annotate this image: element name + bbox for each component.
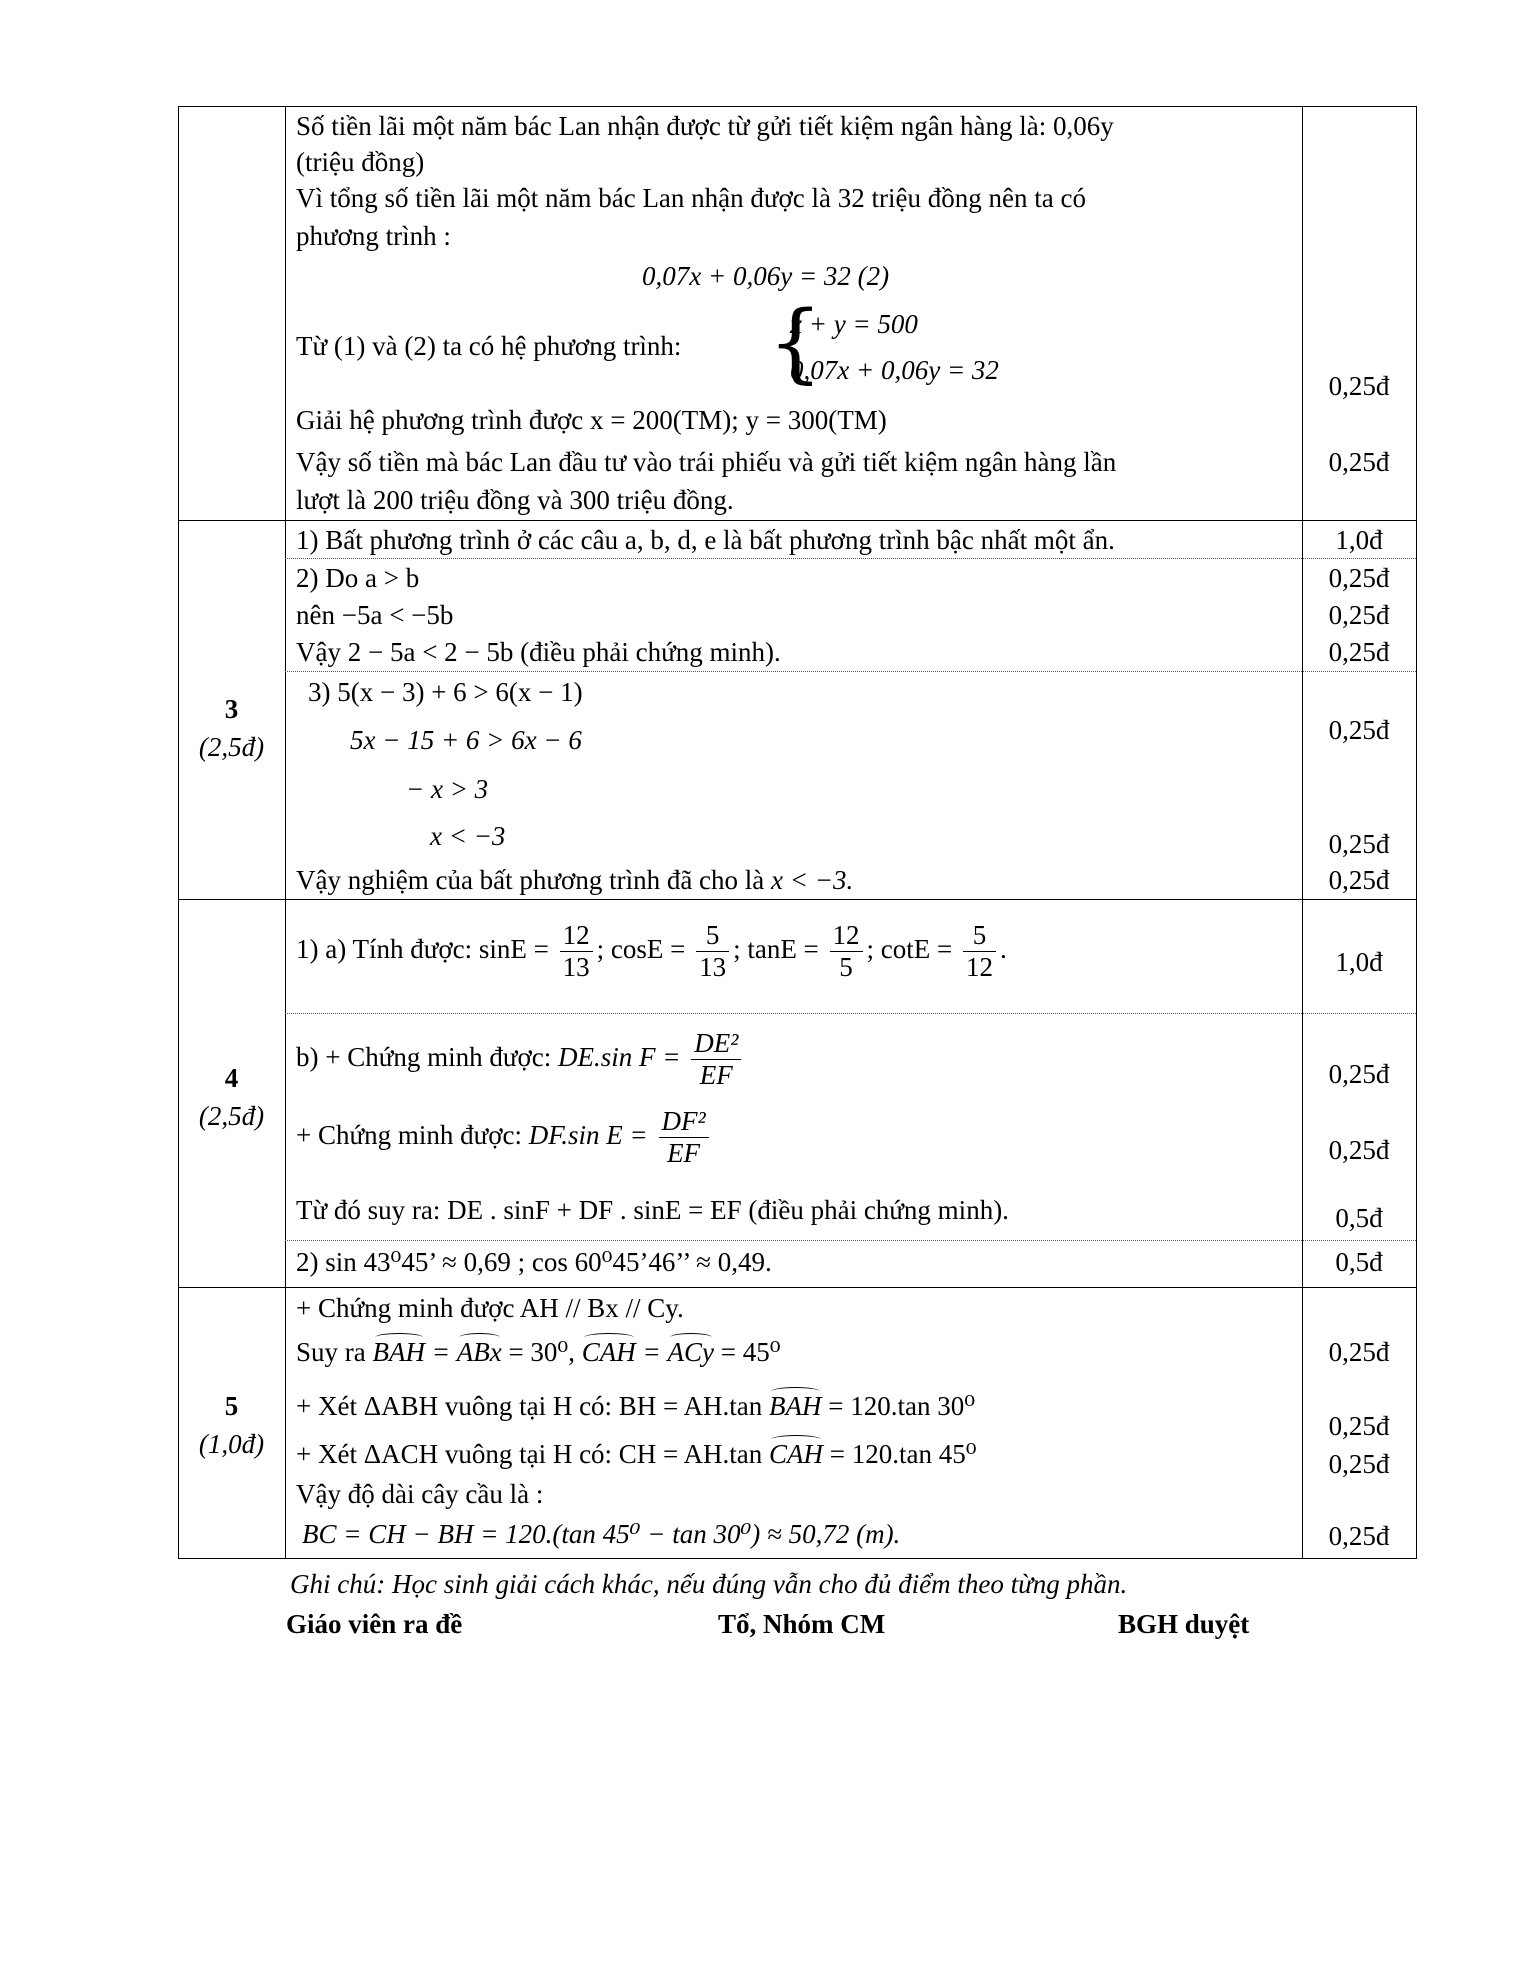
q3-part-3-line-3: − x > 3 <box>406 774 489 804</box>
grading-note: Ghi chú: Học sinh giải cách khác, nếu đúng vẫn cho đủ điểm theo từng phần. <box>290 1569 1128 1599</box>
q5-suy-ra: Suy ra <box>296 1337 373 1367</box>
q2-system-label: Từ (1) và (2) ta có hệ phương trình: <box>296 331 682 361</box>
q4-1b-label: b) + Chứng minh được: <box>296 1041 552 1072</box>
q2-line-1: Số tiền lãi một năm bác Lan nhận được từ gửi tiết kiệm ngân hàng là: 0,06y <box>296 111 1114 141</box>
q5-angle-value-45: = 45⁰ <box>714 1337 781 1367</box>
angle-abx: ABx <box>456 1337 502 1367</box>
fraction-denominator: 13 <box>699 952 727 983</box>
q5-line-4 <box>296 1440 977 1470</box>
sub-divider <box>285 1013 1416 1014</box>
score: 0,25đ <box>1328 447 1390 477</box>
q4-part-1b-line-2 <box>296 1106 713 1169</box>
signature-teacher: Giáo viên ra đề <box>286 1609 463 1639</box>
score: 0,5đ <box>1335 1203 1383 1233</box>
q2-system-eq-1: x + y = 500 <box>790 309 918 339</box>
de-squared-fraction <box>691 1028 741 1091</box>
q2-equation-2: 0,07x + 0,06y = 32 (2) <box>642 261 890 291</box>
signature-board: BGH duyệt <box>1118 1609 1250 1639</box>
fraction-numerator: 12 <box>560 920 593 952</box>
cotangent-fraction <box>963 920 996 983</box>
q5-line-5: Vậy độ dài cây cầu là : <box>296 1479 544 1509</box>
score: 0,25đ <box>1328 563 1390 593</box>
q3-part-2-note: (điều phải chứng minh). <box>513 637 781 667</box>
q3-part-2-line-3 <box>296 638 781 668</box>
fraction-denominator: 5 <box>839 952 853 983</box>
q3-conclusion-text: Vậy nghiệm của bất phương trình đã cho là <box>296 865 772 895</box>
q4-1b-label-2: + Chứng minh được: <box>296 1119 523 1150</box>
q5-line-2 <box>296 1338 781 1368</box>
cosine-fraction <box>696 920 729 983</box>
q3-part-3-line-4: x < −3 <box>430 821 506 851</box>
q3-part-2-math: Vậy 2 − 5a < 2 − 5b <box>296 637 514 667</box>
q5-line-6: BC = CH − BH = 120.(tan 45⁰ − tan 30⁰) ≈ 50,72 (m). <box>302 1519 901 1549</box>
fraction-numerator: DE² <box>691 1028 741 1060</box>
q4-part-1b-line-1 <box>296 1028 745 1091</box>
score: 1,0đ <box>1335 525 1383 555</box>
score: 0,25đ <box>1328 715 1390 745</box>
fraction-denominator: EF <box>667 1138 701 1169</box>
angle-cah: CAH <box>581 1337 636 1367</box>
q5-line-3 <box>296 1392 975 1422</box>
score: 0,25đ <box>1328 1411 1390 1441</box>
score: 0,25đ <box>1328 1521 1390 1551</box>
table-border-left <box>178 106 179 1559</box>
score: 0,25đ <box>1328 371 1390 401</box>
q5-ch-value: = 120.tan 45⁰ <box>823 1439 977 1469</box>
fraction-numerator: 5 <box>696 920 729 952</box>
score: 0,25đ <box>1328 1337 1390 1367</box>
q5-triangle-ach: + Xét ΔACH vuông tại H có: CH = AH.tan <box>296 1439 770 1469</box>
table-border-bottom <box>178 1558 1417 1559</box>
question-number-4: 4 <box>224 1063 239 1093</box>
q3-part-3-conclusion <box>296 866 853 896</box>
fraction-denominator: 12 <box>966 952 994 983</box>
q2-conclusion-2: lượt là 200 triệu đồng và 300 triệu đồng. <box>296 485 734 515</box>
q3-part-3-line-2: 5x − 15 + 6 > 6x − 6 <box>350 725 582 755</box>
tangent-fraction <box>830 920 863 983</box>
score: 0,25đ <box>1328 865 1390 895</box>
q2-line-2: (triệu đồng) <box>296 147 425 177</box>
score: 0,25đ <box>1328 637 1390 667</box>
question-points-4: (2,5đ) <box>198 1101 265 1131</box>
fraction-denominator: EF <box>699 1060 733 1091</box>
signature-group: Tổ, Nhóm CM <box>718 1609 886 1639</box>
question-points-3: (2,5đ) <box>198 732 265 762</box>
tangent-label: ; tanE = <box>733 933 819 964</box>
df-squared-fraction <box>659 1106 709 1169</box>
q5-angle-value-30: = 30⁰, <box>501 1337 582 1367</box>
question-number-5: 5 <box>224 1391 239 1421</box>
q5-triangle-abh: + Xét ΔABH vuông tại H có: BH = AH.tan <box>296 1391 770 1421</box>
cotangent-label: ; cotE = <box>866 933 953 964</box>
q2-line-3: Vì tổng số tiền lãi một năm bác Lan nhận được là 32 triệu đồng nên ta có <box>296 183 1086 213</box>
fraction-numerator: 5 <box>963 920 996 952</box>
q2-conclusion-1: Vậy số tiền mà bác Lan đầu tư vào trái phiếu và gửi tiết kiệm ngân hàng lần <box>296 447 1117 477</box>
angle-bah: BAH <box>769 1391 822 1421</box>
q4-1b-lhs-2: DF.sin E = <box>528 1119 648 1150</box>
sine-fraction <box>560 920 593 983</box>
q5-bh-value: = 120.tan 30⁰ <box>821 1391 976 1421</box>
score: 0,5đ <box>1335 1247 1383 1277</box>
question-number-3: 3 <box>224 694 239 724</box>
system-brace: { <box>768 293 823 393</box>
score: 0,25đ <box>1328 600 1390 630</box>
q4-1b-lhs: DE.sin F = <box>558 1041 681 1072</box>
q5-line-1: + Chứng minh được AH // Bx // Cy. <box>296 1293 684 1323</box>
angle-cah: CAH <box>769 1439 824 1469</box>
q3-part-2-line-1: 2) Do a > b <box>296 563 420 593</box>
sub-divider <box>285 558 1416 559</box>
fraction-numerator: 12 <box>830 920 863 952</box>
q2-system-eq-2: 0,07x + 0,06y = 32 <box>790 355 999 385</box>
q4-part-1a <box>296 920 1007 983</box>
angle-bah: BAH <box>372 1337 425 1367</box>
equals: = <box>424 1337 457 1367</box>
q3-part-3-line-1: 3) 5(x − 3) + 6 > 6(x − 1) <box>308 677 583 707</box>
q2-line-4: phương trình : <box>296 221 451 251</box>
q3-conclusion-math: x < −3. <box>771 865 854 895</box>
q4-1a-label: 1) a) Tính được: sinE = <box>296 933 549 964</box>
q4-part-2: 2) sin 43⁰45’ ≈ 0,69 ; cos 60⁰45’46’’ ≈ 0,49. <box>296 1247 772 1277</box>
sub-divider <box>285 671 1416 672</box>
row-divider-q3 <box>178 520 1417 521</box>
score: 0,25đ <box>1328 1059 1390 1089</box>
equals: = <box>635 1337 668 1367</box>
question-points-5: (1,0đ) <box>198 1429 265 1459</box>
score: 0,25đ <box>1328 1449 1390 1479</box>
q2-solution: Giải hệ phương trình được x = 200(TM); y = 300(TM) <box>296 405 887 435</box>
fraction-denominator: 13 <box>562 952 590 983</box>
row-divider-q5 <box>178 1287 1417 1288</box>
fraction-numerator: DF² <box>659 1106 709 1138</box>
score: 0,25đ <box>1328 1135 1390 1165</box>
score: 0,25đ <box>1328 829 1390 859</box>
table-column-divider-1 <box>285 106 286 1559</box>
period: . <box>1000 933 1007 964</box>
q4-part-1b-line-3: Từ đó suy ra: DE . sinF + DF . sinE = EF (điều phải chứng minh). <box>296 1195 1009 1225</box>
score: 1,0đ <box>1335 947 1383 977</box>
cosine-label: ; cosE = <box>596 933 686 964</box>
angle-acy: ACy <box>667 1337 714 1367</box>
row-divider-q4 <box>178 899 1417 900</box>
table-border-top <box>178 106 1417 107</box>
table-border-right <box>1416 106 1417 1559</box>
q3-part-2-line-2: nên −5a < −5b <box>296 600 454 630</box>
sub-divider <box>285 1240 1416 1241</box>
q3-part-1: 1) Bất phương trình ở các câu a, b, d, e là bất phương trình bậc nhất một ẩn. <box>296 525 1115 555</box>
